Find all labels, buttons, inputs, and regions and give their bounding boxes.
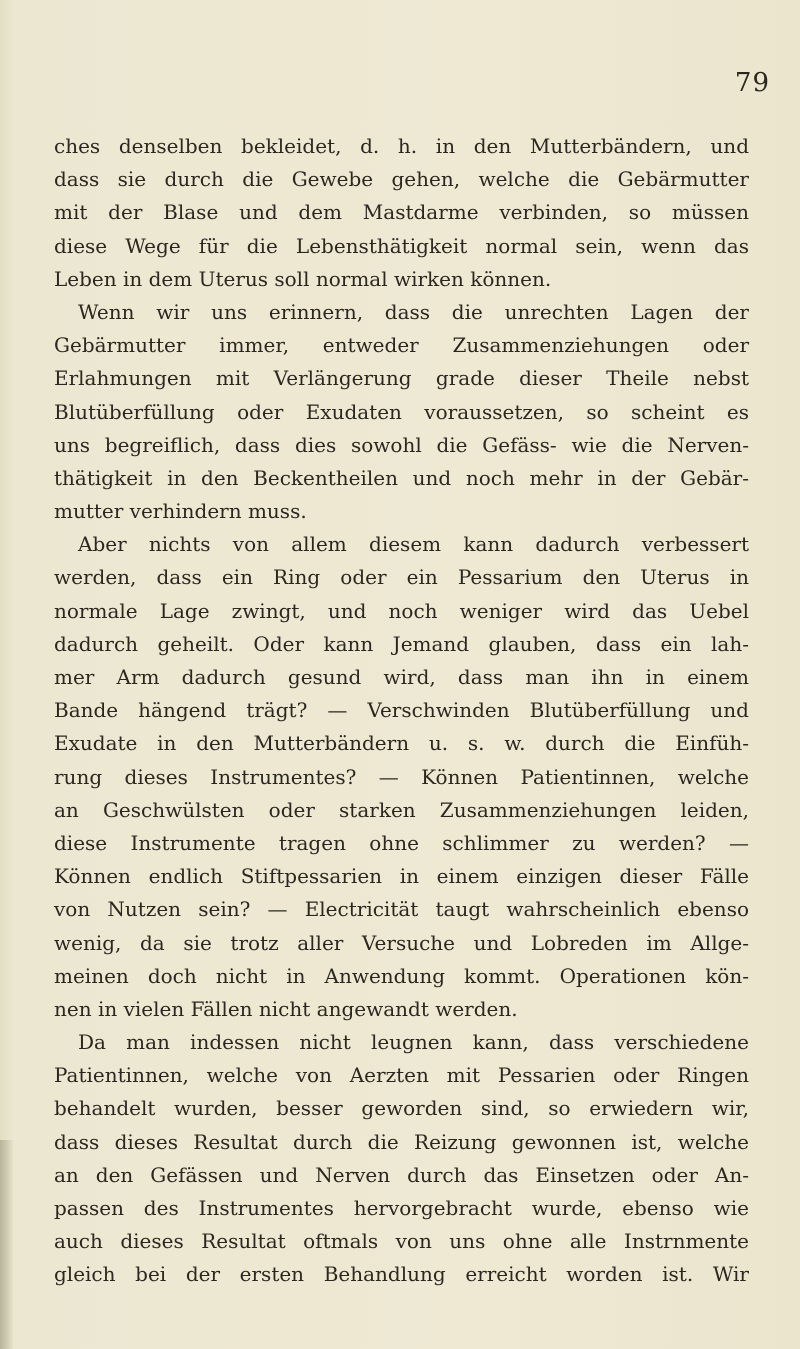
text-line: werden, dass ein Ring oder ein Pessarium den Uterus in — [54, 565, 749, 590]
page-edge-shadow — [0, 1140, 14, 1349]
text-line: mutter verhindern muss. — [54, 499, 307, 524]
text-line: behandelt wurden, besser geworden sind, so erwiedern wir, — [54, 1096, 749, 1121]
text-line: ches denselben bekleidet, d. h. in den Mutterbändern, und — [54, 134, 749, 158]
text-line: Gebärmutter immer, entweder Zusammenziehungen oder — [54, 333, 749, 358]
text-line: passen des Instrumentes hervorgebracht wurde, ebenso wie — [54, 1196, 749, 1220]
text-line: mit der Blase und dem Mastdarme verbinden, so müssen — [54, 200, 749, 225]
text-line: Blutüberfüllung oder Exudaten voraussetzen, so scheint es — [54, 399, 749, 424]
text-line: Patientinnen, welche von Aerzten mit Pessarien oder Ringen — [54, 1063, 749, 1088]
text-line: diese Instrumente tragen ohne schlimmer zu werden? — — [54, 830, 749, 855]
text-line: an den Gefässen und Nerven durch das Einsetzen oder An- — [54, 1162, 749, 1187]
text-line: von Nutzen sein? — Electricität taugt wahrscheinlich ebenso — [54, 897, 749, 922]
text-line: dass dieses Resultat durch die Reizung gewonnen ist, welche — [54, 1129, 749, 1154]
text-line: dadurch geheilt. Oder kann Jemand glauben, dass ein lah- — [54, 631, 749, 656]
text-line: rung dieses Instrumentes? — Können Patientinnen, welche — [54, 764, 749, 789]
text-line: normale Lage zwingt, und noch weniger wird das Uebel — [54, 598, 749, 623]
text-line: Aber nichts von allem diesem kann dadurch verbessert — [78, 532, 749, 557]
text-line: nen in vielen Fällen nicht angewandt werden. — [54, 996, 518, 1021]
text-line: Leben in dem Uterus soll normal wirken können. — [54, 266, 552, 291]
text-line: diese Wege für die Lebensthätigkeit normal sein, wenn das — [54, 233, 749, 258]
body-text — [54, 130, 749, 1292]
text-line: Können endlich Stiftpessarien in einem einzigen dieser Fälle — [54, 864, 749, 889]
page-number: 79 — [734, 68, 770, 98]
text-line: Da man indessen nicht leugnen kann, dass verschiedene — [78, 1030, 749, 1055]
text-line: gleich bei der ersten Behandlung erreicht worden ist. Wir — [54, 1262, 749, 1287]
text-line: thätigkeit in den Beckentheilen und noch mehr in der Gebär- — [54, 465, 749, 490]
text-line: auch dieses Resultat oftmals von uns ohne alle Instrnmente — [54, 1229, 749, 1254]
text-line: an Geschwülsten oder starken Zusammenziehungen leiden, — [54, 797, 749, 822]
text-line: wenig, da sie trotz aller Versuche und Lobreden im Allge- — [54, 930, 749, 955]
text-line: uns begreiflich, dass dies sowohl die Gefäss- wie die Nerven- — [54, 432, 749, 457]
text-line: meinen doch nicht in Anwendung kommt. Operationen kön- — [54, 963, 749, 988]
text-line: Bande hängend trägt? — Verschwinden Blutüberfüllung und — [54, 698, 749, 723]
text-line: Exudate in den Mutterbändern u. s. w. durch die Einfüh- — [54, 731, 749, 756]
text-line: Wenn wir uns erinnern, dass die unrechten Lagen der — [78, 299, 749, 324]
text-line: Erlahmungen mit Verlängerung grade dieser Theile nebst — [54, 366, 749, 391]
text-line: mer Arm dadurch gesund wird, dass man ihn in einem — [54, 665, 749, 689]
text-line: dass sie durch die Gewebe gehen, welche die Gebärmutter — [54, 167, 749, 192]
